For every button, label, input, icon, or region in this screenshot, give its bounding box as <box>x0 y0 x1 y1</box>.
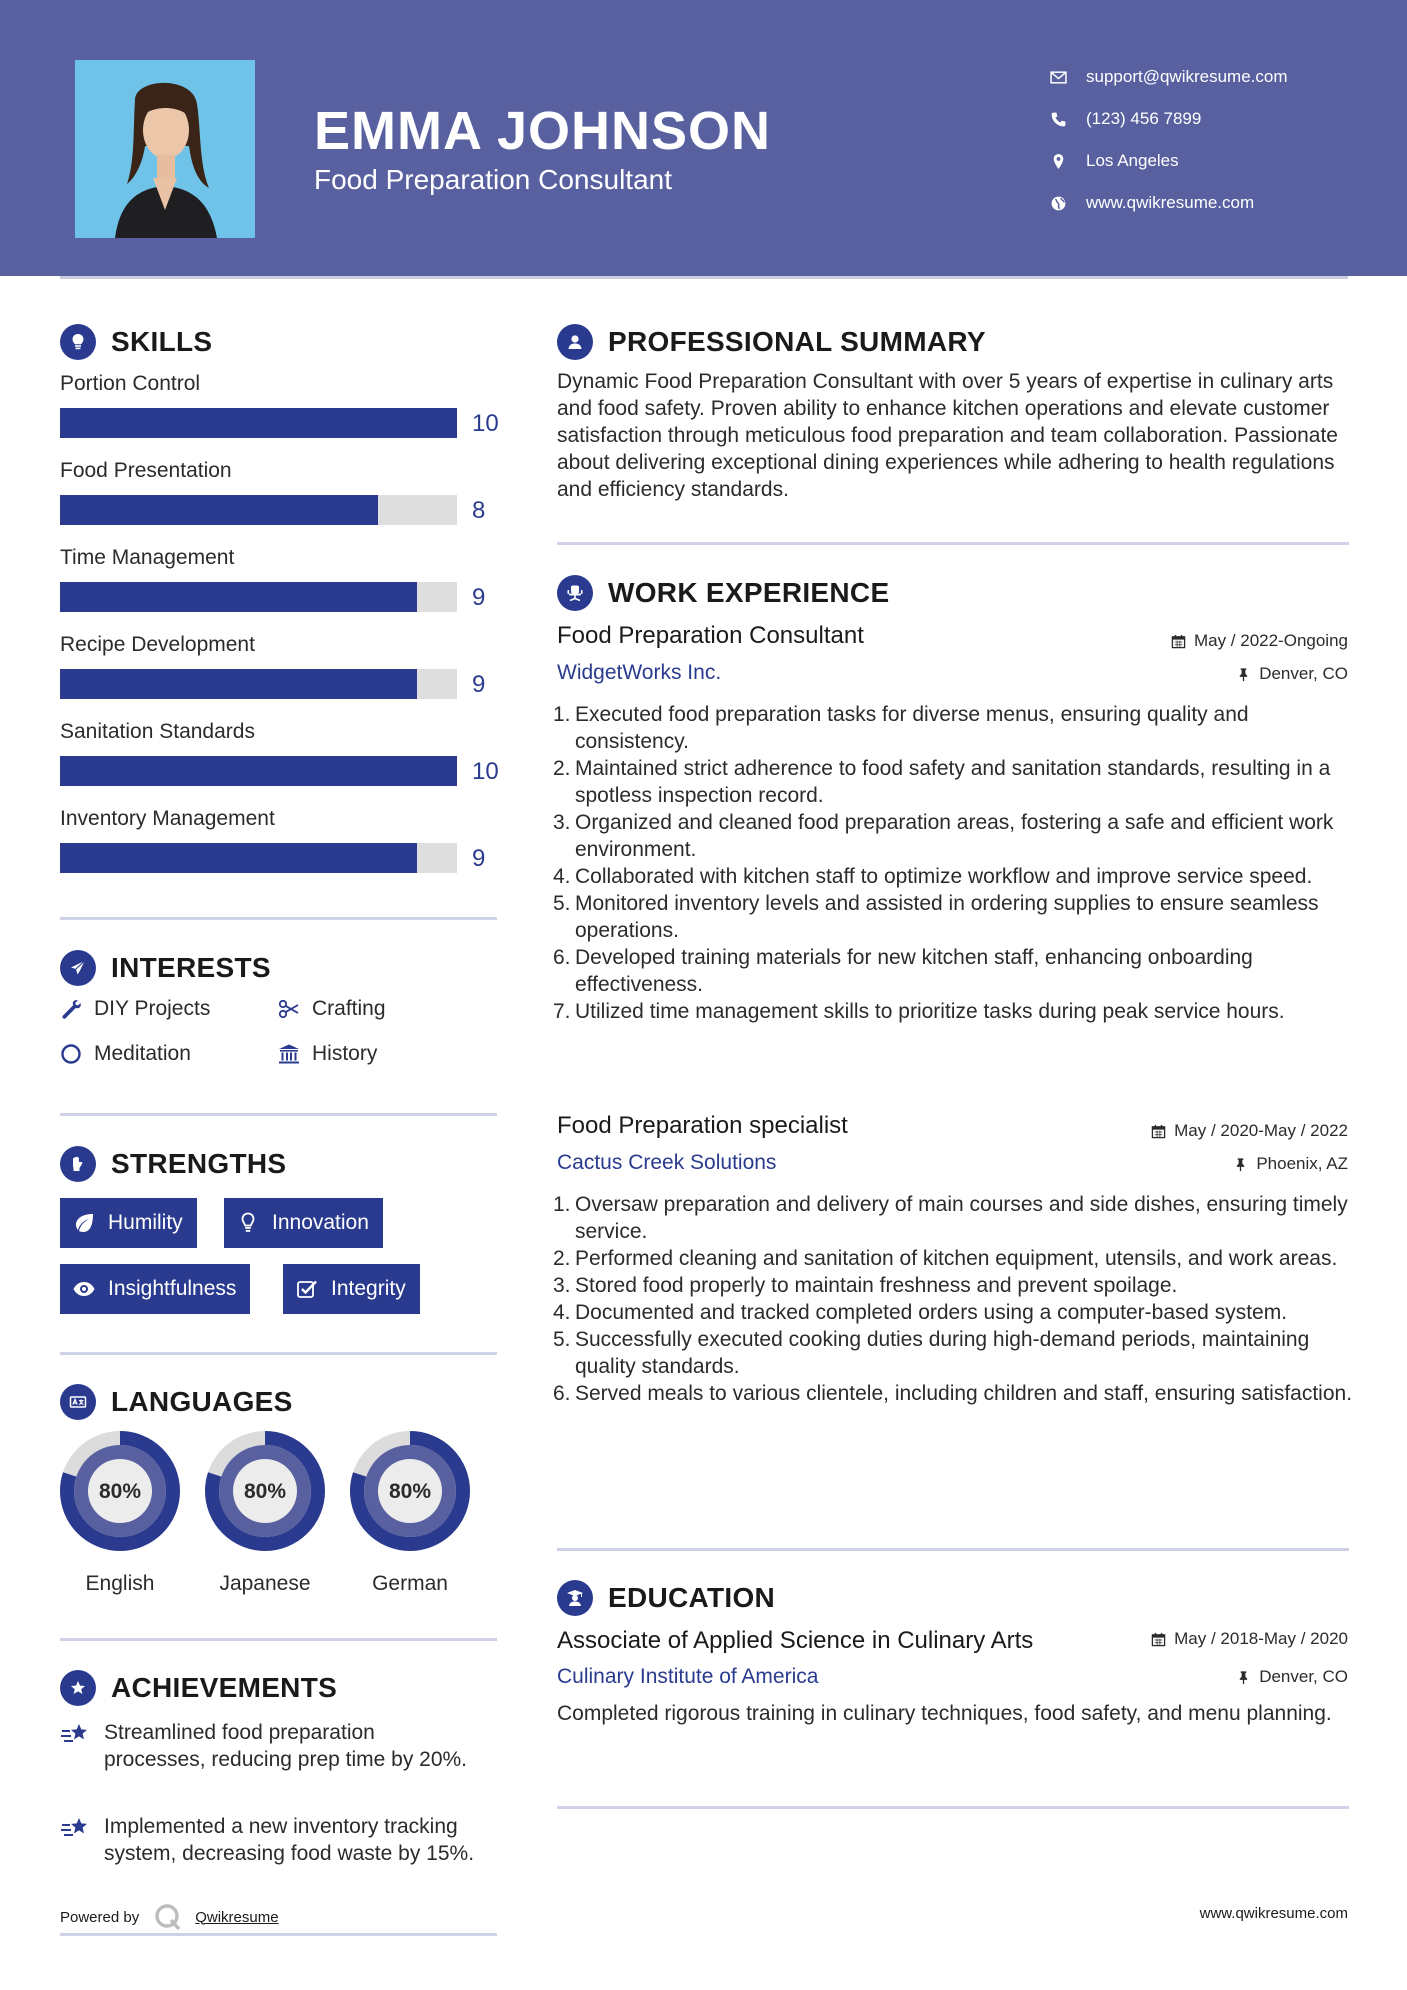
responsibility-item: 3. Stored food properly to maintain freshness and prevent spoilage. <box>553 1274 1178 1297</box>
responsibility-item: 4. Collaborated with kitchen staff to optimize workflow and improve service speed. <box>553 865 1313 888</box>
skill-item <box>60 807 500 872</box>
responsibility-text: Oversaw preparation and delivery of main courses and side dishes, ensuring timely service. <box>575 1193 1348 1243</box>
responsibility-text: Organized and cleaned food preparation areas, fostering a safe and efficient work environment. <box>575 811 1334 861</box>
header-divider <box>60 276 1348 279</box>
language-item <box>349 1430 471 1596</box>
responsibility-item: 1. Executed food preparation tasks for diverse menus, ensuring quality and consistency. <box>553 703 1249 753</box>
strengths-heading <box>60 1146 286 1182</box>
skill-bar <box>60 756 457 786</box>
shooting-star-icon <box>60 1815 90 1843</box>
experience-title: WORK EXPERIENCE <box>608 577 890 608</box>
summary-divider <box>557 542 1349 545</box>
office-chair-icon <box>557 575 593 611</box>
interests-heading <box>60 950 271 986</box>
strength-badge <box>60 1198 197 1248</box>
shooting-star-icon <box>60 1721 90 1749</box>
experience-divider <box>557 1548 1349 1551</box>
education-degree: Associate of Applied Science in Culinary Arts <box>557 1627 1034 1654</box>
strength-badge <box>60 1264 250 1314</box>
education-dates <box>1151 1629 1348 1649</box>
interests-divider <box>60 1113 497 1116</box>
job-responsibilities <box>553 1191 1357 1407</box>
strength-label: Humility <box>108 1211 183 1234</box>
skill-bar <box>60 408 457 438</box>
responsibility-item: 5. Monitored inventory levels and assisted in ordering supplies to ensure seamless operations. <box>553 892 1319 942</box>
experience-heading <box>557 575 889 611</box>
skill-value: 9 <box>472 584 486 611</box>
qwikresume-link[interactable]: Qwikresume <box>195 1908 279 1926</box>
responsibility-text: Served meals to various clientele, including children and staff, ensuring satisfaction. <box>575 1382 1353 1405</box>
responsibility-item: 2. Maintained strict adherence to food safety and sanitation standards, resulting in a spotless inspection record. <box>553 757 1331 807</box>
pushpin-icon <box>1236 1670 1251 1685</box>
skill-value: 8 <box>472 497 486 524</box>
responsibility-text: Utilized time management skills to prioritize tasks during peak service hours. <box>575 1000 1285 1023</box>
strength-label: Innovation <box>272 1211 369 1234</box>
skill-item <box>60 372 500 437</box>
interest-item <box>60 1042 191 1066</box>
responsibility-text: Monitored inventory levels and assisted in ordering supplies to ensure seamless operations. <box>575 892 1319 942</box>
language-item <box>59 1430 181 1596</box>
interest-label: Meditation <box>94 1042 191 1065</box>
interest-item <box>60 997 210 1021</box>
strengths-title: STRENGTHS <box>111 1148 287 1179</box>
skill-label: Sanitation Standards <box>60 720 255 743</box>
job-company: WidgetWorks Inc. <box>557 661 722 684</box>
achievement-text: Implemented a new inventory tracking system, decreasing food waste by 15%. <box>104 1815 475 1865</box>
skill-label: Time Management <box>60 546 235 569</box>
responsibility-item: 2. Performed cleaning and sanitation of kitchen equipment, utensils, and work areas. <box>553 1247 1338 1270</box>
skill-bar <box>60 669 457 699</box>
education-dates-text: May / 2018-May / 2020 <box>1174 1629 1348 1648</box>
contact-location <box>1050 140 1390 182</box>
contact-phone-text: (123) 456 7899 <box>1086 109 1202 128</box>
job-responsibilities <box>553 701 1357 1025</box>
responsibility-item: 4. Documented and tracked completed orders using a computer-based system. <box>553 1301 1288 1324</box>
job-location-text: Denver, CO <box>1259 664 1348 683</box>
education-heading <box>557 1580 775 1616</box>
responsibility-text: Stored food properly to maintain freshness and prevent spoilage. <box>575 1274 1178 1297</box>
powered-by <box>60 1902 279 1932</box>
skill-item <box>60 546 500 611</box>
skills-divider <box>60 917 497 920</box>
strength-label: Integrity <box>331 1277 406 1300</box>
candidate-name: EMMA JOHNSON <box>314 101 772 161</box>
language-ring <box>59 1430 181 1552</box>
contact-list <box>1050 56 1390 224</box>
skill-label: Food Presentation <box>60 459 232 482</box>
pushpin-icon <box>1236 667 1251 682</box>
calendar-icon <box>1151 1632 1166 1647</box>
interest-label: History <box>312 1042 378 1065</box>
skill-label: Portion Control <box>60 372 201 395</box>
powered-by-label: Powered by <box>60 1908 140 1926</box>
calendar-icon <box>1151 1124 1166 1139</box>
circle-icon <box>60 1043 82 1065</box>
languages-heading <box>60 1384 293 1420</box>
summary-title: PROFESSIONAL SUMMARY <box>608 326 986 357</box>
translate-icon <box>60 1384 96 1420</box>
language-ring <box>349 1430 471 1552</box>
globe-icon <box>1050 195 1067 212</box>
skill-value: 9 <box>472 845 486 872</box>
lightbulb-icon <box>236 1211 260 1235</box>
summary-heading <box>557 324 986 360</box>
responsibility-item: 3. Organized and cleaned food preparation areas, fostering a safe and efficient work environment. <box>553 811 1334 861</box>
skill-value: 9 <box>472 671 486 698</box>
skills-title: SKILLS <box>111 326 213 357</box>
lightbulb-icon <box>60 324 96 360</box>
responsibility-item: 6. Served meals to various clientele, including children and staff, ensuring satisfaction. <box>553 1382 1353 1405</box>
wrench-icon <box>60 998 82 1020</box>
responsibility-text: Documented and tracked completed orders using a computer-based system. <box>575 1301 1288 1324</box>
responsibility-text: Collaborated with kitchen staff to optimize workflow and improve service speed. <box>575 865 1313 888</box>
strength-badge <box>283 1264 420 1314</box>
job-location-text: Phoenix, AZ <box>1256 1154 1348 1173</box>
scissors-icon <box>278 998 300 1020</box>
language-name: German <box>372 1572 448 1595</box>
job-location <box>1236 664 1348 684</box>
star-badge-icon <box>60 1670 96 1706</box>
responsibility-item: 6. Developed training materials for new kitchen staff, enhancing onboarding effectiveness. <box>553 946 1253 996</box>
pushpin-icon <box>1233 1157 1248 1172</box>
language-percent: 80% <box>388 1480 432 1503</box>
skill-bar-fill <box>60 582 417 612</box>
responsibility-text: Maintained strict adherence to food safety and sanitation standards, resulting in a spotless inspection record. <box>575 757 1331 807</box>
skill-bar-fill <box>60 756 457 786</box>
job-dates-text: May / 2020-May / 2022 <box>1174 1121 1348 1140</box>
checkbox-icon <box>295 1277 319 1301</box>
responsibility-text: Successfully executed cooking duties during high-demand periods, maintaining quality standards. <box>575 1328 1310 1378</box>
responsibility-item: 1. Oversaw preparation and delivery of main courses and side dishes, ensuring timely service. <box>553 1193 1348 1243</box>
footer-website[interactable]: www.qwikresume.com <box>1199 1905 1348 1922</box>
museum-icon <box>278 1043 300 1065</box>
achievements-title: ACHIEVEMENTS <box>111 1672 338 1703</box>
job-role: Food Preparation specialist <box>557 1112 848 1139</box>
achievement-item <box>60 1719 480 1773</box>
skill-bar <box>60 843 457 873</box>
skills-heading <box>60 324 212 360</box>
skill-bar <box>60 582 457 612</box>
skill-value: 10 <box>472 758 499 785</box>
education-location <box>1236 1667 1348 1687</box>
graduate-icon <box>557 1580 593 1616</box>
contact-website[interactable] <box>1050 182 1390 224</box>
job-dates <box>1151 1121 1348 1141</box>
contact-location-text: Los Angeles <box>1086 151 1179 170</box>
skill-item <box>60 720 500 785</box>
interest-item <box>278 997 386 1021</box>
strength-badge <box>224 1198 383 1248</box>
job-location <box>1233 1154 1348 1174</box>
eye-icon <box>72 1277 96 1301</box>
job-company: Cactus Creek Solutions <box>557 1151 777 1174</box>
qwikresume-logo-icon <box>153 1902 183 1932</box>
languages-title: LANGUAGES <box>111 1386 293 1417</box>
job-dates <box>1171 631 1348 651</box>
contact-website-text: www.qwikresume.com <box>1086 193 1255 212</box>
language-percent: 80% <box>98 1480 142 1503</box>
contact-email-text: support@qwikresume.com <box>1086 67 1288 86</box>
interest-label: Crafting <box>312 997 386 1020</box>
skill-label: Inventory Management <box>60 807 275 830</box>
strengths-divider <box>60 1352 497 1355</box>
skill-bar <box>60 495 457 525</box>
language-ring <box>204 1430 326 1552</box>
candidate-title: Food Preparation Consultant <box>314 164 672 195</box>
language-name: Japanese <box>219 1572 311 1595</box>
responsibility-text: Performed cleaning and sanitation of kitchen equipment, utensils, and work areas. <box>575 1247 1338 1270</box>
location-icon <box>1050 153 1067 170</box>
education-location-text: Denver, CO <box>1259 1667 1348 1686</box>
contact-phone[interactable] <box>1050 98 1390 140</box>
contact-email[interactable] <box>1050 56 1390 98</box>
skill-bar-fill <box>60 843 417 873</box>
calendar-icon <box>1171 634 1186 649</box>
achievements-heading <box>60 1670 337 1706</box>
interest-item <box>278 1042 377 1066</box>
language-name: English <box>85 1572 155 1595</box>
strength-label: Insightfulness <box>108 1277 237 1300</box>
summary-text: Dynamic Food Preparation Consultant with over 5 years of expertise in culinary arts and food safety. Proven ability to enhance kitchen operations and elevate customer satisfaction through meticulous food preparation and team collaboration. Passionate about delivering exceptional dining experiences while adhering to health regulations and efficiency standards. <box>557 370 1338 501</box>
responsibility-text: Developed training materials for new kitchen staff, enhancing onboarding effectiveness. <box>575 946 1253 996</box>
skill-bar-fill <box>60 408 457 438</box>
responsibility-item: 7. Utilized time management skills to prioritize tasks during peak service hours. <box>553 1000 1285 1023</box>
footer-divider <box>60 1933 497 1936</box>
education-description: Completed rigorous training in culinary techniques, food safety, and menu planning. <box>557 1702 1332 1725</box>
education-title: EDUCATION <box>608 1582 776 1613</box>
skill-label: Recipe Development <box>60 633 255 656</box>
achievement-item <box>60 1813 480 1867</box>
achievement-text: Streamlined food preparation processes, reducing prep time by 20%. <box>104 1721 468 1771</box>
profile-photo <box>75 60 255 238</box>
languages-divider <box>60 1638 497 1641</box>
education-divider <box>557 1806 1349 1809</box>
paper-plane-icon <box>60 950 96 986</box>
language-percent: 80% <box>243 1480 287 1503</box>
skill-item <box>60 633 500 698</box>
fist-icon <box>60 1146 96 1182</box>
interests-title: INTERESTS <box>111 952 271 983</box>
education-school: Culinary Institute of America <box>557 1665 819 1688</box>
skill-value: 10 <box>472 410 499 437</box>
envelope-icon <box>1050 69 1067 86</box>
leaf-icon <box>72 1211 96 1235</box>
skill-bar-fill <box>60 669 417 699</box>
skill-bar-fill <box>60 495 378 525</box>
job-dates-text: May / 2022-Ongoing <box>1193 631 1348 650</box>
job-role: Food Preparation Consultant <box>557 622 864 649</box>
user-icon <box>557 324 593 360</box>
interest-label: DIY Projects <box>94 997 211 1020</box>
responsibility-item: 5. Successfully executed cooking duties during high-demand periods, maintaining quality standards. <box>553 1328 1310 1378</box>
responsibility-text: Executed food preparation tasks for diverse menus, ensuring quality and consistency. <box>575 703 1249 753</box>
skill-item <box>60 459 500 524</box>
language-item <box>204 1430 326 1596</box>
phone-icon <box>1050 111 1067 128</box>
resume-header <box>0 0 1407 276</box>
